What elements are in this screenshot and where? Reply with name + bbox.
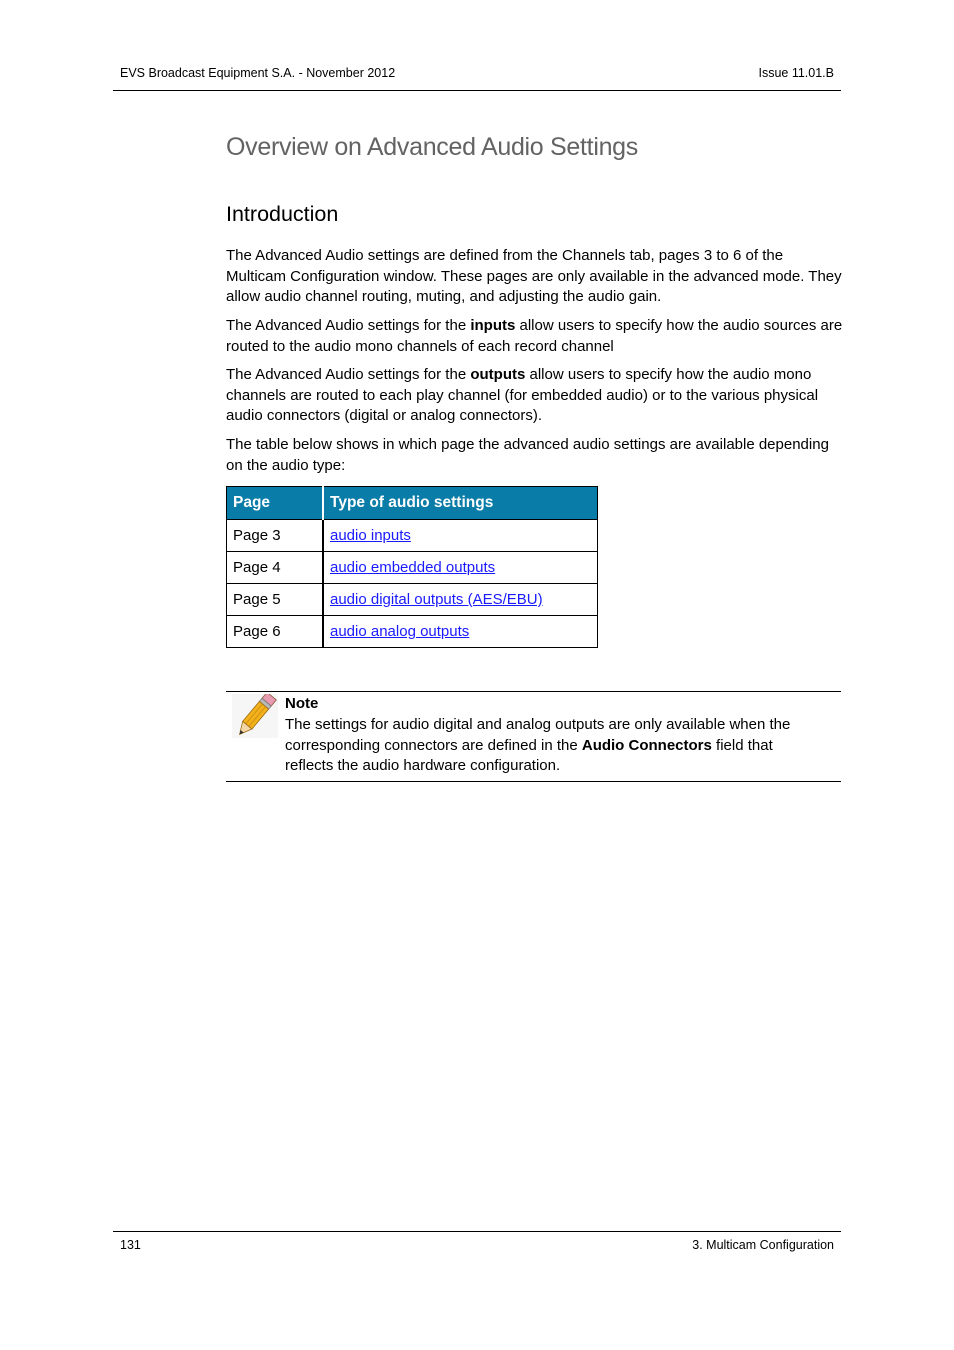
pencil-icon [232, 694, 278, 738]
header-divider [113, 90, 841, 91]
column-header-page: Page [227, 487, 324, 520]
table-row [227, 552, 598, 584]
paragraph-3: The Advanced Audio settings for the outputs allow users to specify how the audio mono channels are routed to each play channel (for embedded audio) or to the various physical audio connectors (digital or analog connectors). [226, 366, 819, 425]
audio-connectors-bold: Audio Connectors [581, 736, 712, 754]
row-page: Page 3 [227, 520, 324, 552]
header-right: Issue 11.01.B [758, 66, 834, 80]
note-text: The settings for audio digital and analog outputs are only available when the corresponding connectors are defined in the Audio Connectors field that reflects the audio hardware configuration. [285, 716, 791, 775]
row-page: Page 6 [227, 616, 324, 648]
row-page: Page 4 [227, 552, 324, 584]
audio-embedded-outputs-link[interactable]: audio embedded outputs [330, 559, 496, 576]
audio-settings-table [226, 486, 598, 648]
footer-divider [113, 1231, 841, 1232]
page-title: Overview on Advanced Audio Settings [226, 133, 638, 161]
audio-digital-outputs-link[interactable]: audio digital outputs (AES/EBU) [330, 591, 543, 608]
paragraph-2: The Advanced Audio settings for the inputs allow users to specify how the audio sources are routed to the audio mono channels of each record channel [226, 317, 843, 355]
row-page: Page 5 [227, 584, 324, 616]
paragraph-1: The Advanced Audio settings are defined from the Channels tab, pages 3 to 6 of the Multicam Configuration window. These pages are only available in the advanced mode. They allow audio channel routing, muting, and adjusting the audio gain. [226, 247, 842, 306]
inputs-bold: inputs [470, 317, 516, 334]
paragraph-4: The table below shows in which page the advanced audio settings are available depending on the audio type: [226, 436, 829, 474]
table-row [227, 520, 598, 552]
table-row [227, 616, 598, 648]
section-heading: Introduction [226, 202, 339, 226]
page-number: 131 [120, 1238, 141, 1252]
audio-inputs-link[interactable]: audio inputs [330, 527, 411, 544]
audio-analog-outputs-link[interactable]: audio analog outputs [330, 623, 470, 640]
chapter-title: 3. Multicam Configuration [692, 1238, 834, 1252]
table-header-row [227, 487, 598, 520]
outputs-bold: outputs [470, 366, 526, 383]
header-left: EVS Broadcast Equipment S.A. - November 2012 [120, 66, 396, 80]
note-top-divider [226, 691, 841, 692]
note-bottom-divider [226, 781, 841, 782]
table-row [227, 584, 598, 616]
note-title: Note [285, 695, 319, 712]
column-header-type: Type of audio settings [323, 487, 598, 520]
